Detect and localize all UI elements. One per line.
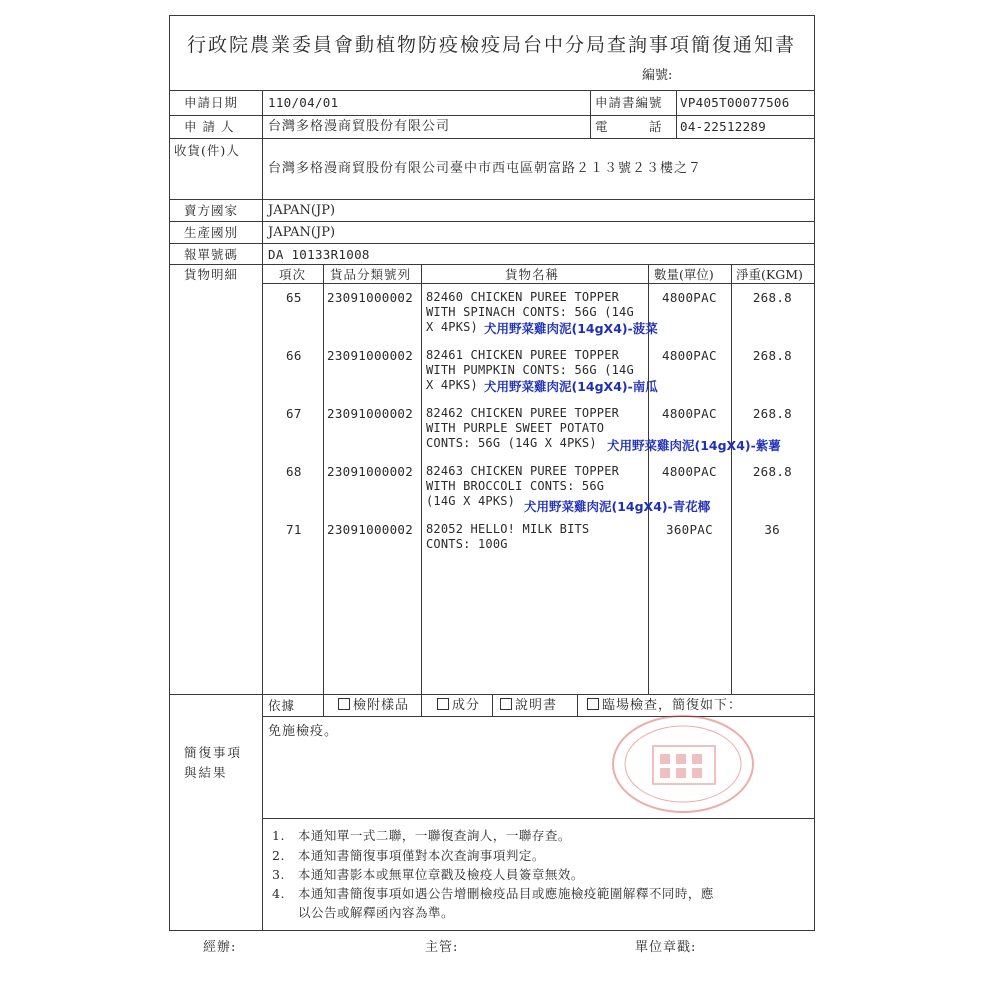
apply-date-value: 110/04/01 <box>268 95 339 110</box>
applicant-label: 申 請 人 <box>184 119 235 134</box>
goods-weight: 268.8 <box>752 406 792 421</box>
goods-item-no: 66 <box>286 348 302 363</box>
frame-bottom <box>169 930 815 931</box>
row-divider <box>169 138 815 139</box>
consignee-label: 收貨(件)人 <box>174 143 240 158</box>
phone-value: 04-22512289 <box>680 119 767 134</box>
goods-qty: 4800PAC <box>662 406 717 421</box>
goods-item-no: 68 <box>286 464 302 479</box>
frame-right <box>814 15 815 931</box>
goods-qty: 4800PAC <box>662 348 717 363</box>
row-divider <box>169 90 815 91</box>
goods-code: 23091000002 <box>327 406 414 421</box>
footer-unit-seal: 單位章戳: <box>635 940 697 955</box>
row-divider <box>169 221 815 222</box>
basis-suffix: ，簡復如下： <box>658 698 743 713</box>
split-line <box>590 90 591 138</box>
goods-code: 23091000002 <box>327 522 414 537</box>
basis-col-line <box>421 694 422 716</box>
apply-date-label: 申請日期 <box>184 95 239 110</box>
seller-country-label: 賣方國家 <box>184 203 239 218</box>
form-no-label: 申請書編號 <box>595 95 663 110</box>
goods-weight: 268.8 <box>752 290 792 305</box>
goods-name: 82461 CHICKEN PUREE TOPPER WITH PUMPKIN CONTS: 56G (14G X 4PKS) <box>426 348 634 392</box>
goods-detail-label: 貨物明細 <box>184 267 239 282</box>
row-divider <box>169 264 815 265</box>
basis-col-line <box>492 694 493 716</box>
goods-code: 23091000002 <box>327 348 414 363</box>
basis-option-label: 檢附樣品 <box>353 698 410 713</box>
goods-weight: 268.8 <box>752 348 792 363</box>
row-divider <box>169 115 815 116</box>
basis-option-label: 說明書 <box>515 698 558 713</box>
reply-label: 簡復事項 與結果 <box>184 745 243 780</box>
goods-name: 82463 CHICKEN PUREE TOPPER WITH BROCCOLI CONTS: 56G (14G X 4PKS) <box>426 464 620 508</box>
note-line: 3. 本通知書影本或無單位章戳及檢疫人員簽章無效。 <box>272 867 584 882</box>
goods-col-line <box>731 264 732 694</box>
official-stamp-icon <box>608 712 758 816</box>
declaration-no-label: 報單號碼 <box>184 247 239 262</box>
label-col-line <box>262 90 263 930</box>
form-no-value: VP405T00077506 <box>680 95 790 110</box>
goods-item-no: 71 <box>286 522 302 537</box>
applicant-value: 台灣多格漫商貿股份有限公司 <box>268 119 451 134</box>
goods-header-code: 貨品分類號列 <box>330 267 412 282</box>
goods-annotation: 犬用野菜雞肉泥(14gX4)-南瓜 <box>484 379 658 394</box>
goods-item-no: 65 <box>286 290 302 305</box>
goods-annotation: 犬用野菜雞肉泥(14gX4)-菠菜 <box>484 321 658 336</box>
goods-code: 23091000002 <box>327 464 414 479</box>
serial-label: 編號: <box>642 68 673 83</box>
checkbox-ingredient <box>437 698 449 710</box>
goods-qty: 360PAC <box>666 522 713 537</box>
frame-top <box>169 15 815 16</box>
goods-col-line <box>323 264 324 694</box>
split-line <box>676 90 677 138</box>
goods-code: 23091000002 <box>327 290 414 305</box>
goods-weight: 268.8 <box>752 464 792 479</box>
goods-name: 82052 HELLO! MILK BITS CONTS: 100G <box>426 522 590 551</box>
phone-label: 電 話 <box>595 119 663 134</box>
goods-header-qty: 數量(單位) <box>654 267 714 282</box>
note-line: 1. 本通知單一式二聯，一聯復查詢人，一聯存查。 <box>272 828 571 843</box>
basis-option-ingredient <box>437 698 480 713</box>
note-line: 4. 本通知書簡復事項如遇公告增刪檢疫品目或應施檢疫範圍解釋不同時，應 <box>272 886 714 901</box>
seller-country-value: JAPAN(JP) <box>268 203 336 218</box>
goods-header-divider <box>262 283 815 284</box>
goods-header-item: 項次 <box>279 267 307 282</box>
row-divider <box>169 243 815 244</box>
document-title: 行政院農業委員會動植物防疫檢疫局台中分局查詢事項簡復通知書 <box>186 34 796 56</box>
row-divider <box>262 818 815 819</box>
origin-country-value: JAPAN(JP) <box>268 225 336 240</box>
result-text: 免施檢疫。 <box>268 724 339 739</box>
footer-handler: 經辦: <box>203 940 237 955</box>
checkbox-inspection <box>587 698 599 710</box>
row-divider <box>169 199 815 200</box>
goods-weight: 36 <box>764 522 780 537</box>
goods-name: 82462 CHICKEN PUREE TOPPER WITH PURPLE SWEET POTATO CONTS: 56G (14G X 4PKS) <box>426 406 620 450</box>
checkbox-sample <box>338 698 350 710</box>
checkbox-manual <box>500 698 512 710</box>
basis-option-inspection <box>587 698 742 713</box>
goods-qty: 4800PAC <box>662 464 717 479</box>
goods-qty: 4800PAC <box>662 290 717 305</box>
consignee-value: 台灣多格漫商貿股份有限公司臺中市西屯區朝富路２１３號２３樓之７ <box>268 161 703 176</box>
goods-annotation: 犬用野菜雞肉泥(14gX4)-紫薯 <box>607 438 781 453</box>
goods-name: 82460 CHICKEN PUREE TOPPER WITH SPINACH CONTS: 56G (14G X 4PKS) <box>426 290 634 334</box>
basis-col-line <box>577 694 578 716</box>
goods-header-name: 貨物名稱 <box>505 267 560 282</box>
basis-label: 依據 <box>268 698 296 713</box>
declaration-no-value: DA 10133R1008 <box>268 247 370 262</box>
footer-supervisor: 主管: <box>425 940 459 955</box>
goods-col-line <box>421 264 422 694</box>
goods-item-no: 67 <box>286 406 302 421</box>
basis-option-label: 臨場檢查 <box>602 698 659 713</box>
basis-option-manual <box>500 698 557 713</box>
frame-left <box>169 15 170 931</box>
basis-option-sample <box>338 698 409 713</box>
basis-col-line <box>323 694 324 716</box>
note-line: 以公告或解釋函內容為準。 <box>272 905 455 920</box>
note-line: 2. 本通知書簡復事項僅對本次查詢事項判定。 <box>272 848 545 863</box>
origin-country-label: 生產國別 <box>184 225 239 240</box>
goods-annotation: 犬用野菜雞肉泥(14gX4)-青花椰 <box>524 499 711 514</box>
goods-header-weight: 淨重(KGM) <box>736 267 803 282</box>
basis-option-label: 成分 <box>452 698 481 713</box>
